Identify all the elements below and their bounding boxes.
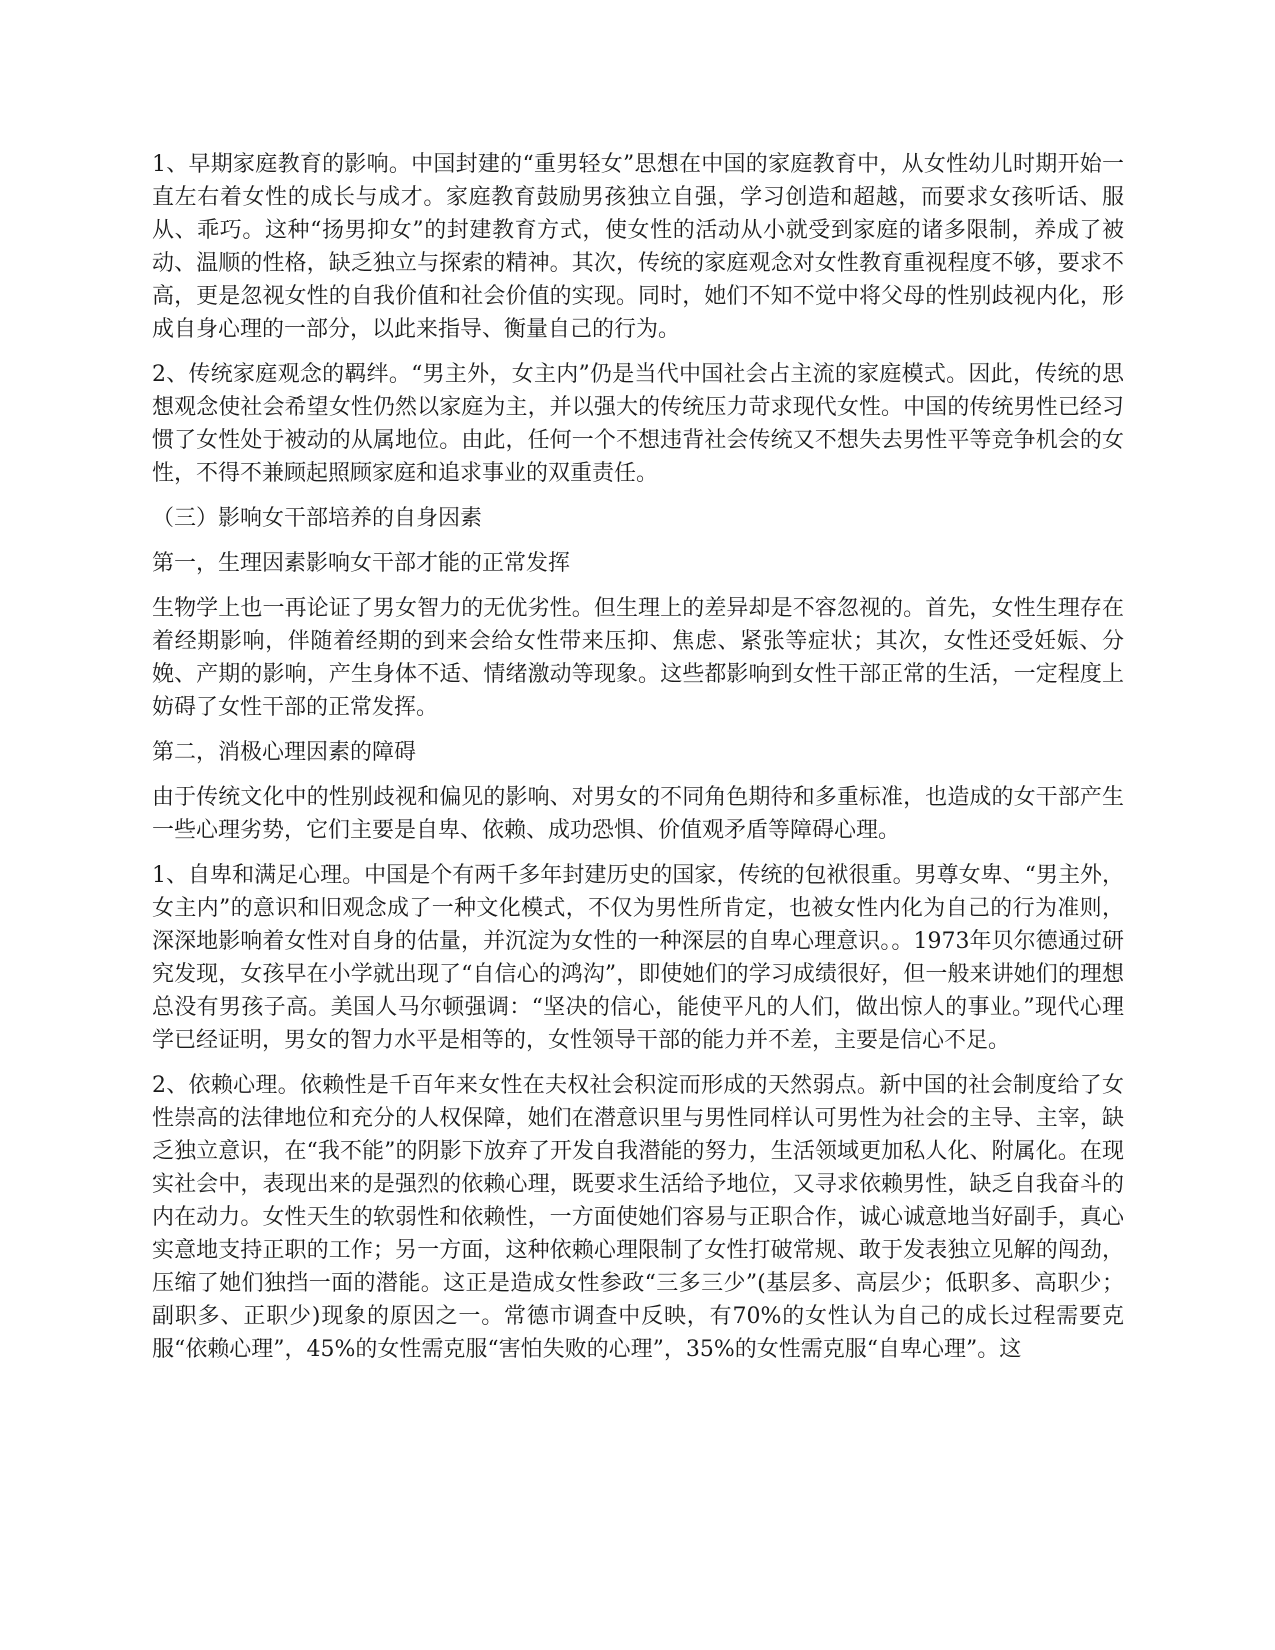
section-heading-personal-factors: （三）影响女干部培养的自身因素 — [152, 506, 483, 531]
subheading-physiological-factors: 第一，生理因素影响女干部才能的正常发挥 — [152, 551, 571, 576]
paragraph-early-family-education: 1、早期家庭教育的影响。中国封建的“重男轻女”思想在中国的家庭教育中，从女性幼儿时期开始一直左右着女性的成长与成才。家庭教育鼓励男孩独立自强，学习创造和超越，而要求女孩听话、服从、乖巧。这种“扬男抑女”的封建教育方式，使女性的活动从小就受到家庭的诸多限制，养成了被动、温顺的性格，缺乏独立与探索的精神。其次，传统的家庭观念对女性教育重视程度不够，要求不高，更是忽视女性的自我价值和社会价值的实现。同时，她们不知不觉中将父母的性别歧视内化，形成自身心理的一部分，以此来指导、衡量自己的行为。 — [152, 152, 1124, 342]
document-body — [152, 148, 1124, 1378]
subheading-negative-psychology: 第二，消极心理因素的障碍 — [152, 740, 417, 765]
paragraph-dependence-psychology: 2、依赖心理。依赖性是千百年来女性在夫权社会积淀而形成的天然弱点。新中国的社会制度给了女性崇高的法律地位和充分的人权保障，她们在潜意识里与男性同样认可男性为社会的主导、主宰，缺乏独立意识，在“我不能”的阴影下放弃了开发自我潜能的努力，生活领域更加私人化、附属化。在现实社会中，表现出来的是强烈的依赖心理，既要求生活给予地位，又寻求依赖男性，缺乏自我奋斗的内在动力。女性天生的软弱性和依赖性，一方面使她们容易与正职合作，诚心诚意地当好副手，真心实意地支持正职的工作；另一方面，这种依赖心理限制了女性打破常规、敢于发表独立见解的闯劲，压缩了她们独挡一面的潜能。这正是造成女性参政“三多三少”(基层多、高层少；低职多、高职少；副职多、正职少)现象的原因之一。常德市调查中反映，有70%的女性认为自己的成长过程需要克服“依赖心理”，45%的女性需克服“害怕失败的心理”，35%的女性需克服“自卑心理”。这 — [152, 1073, 1124, 1362]
paragraph-inferiority-complex: 1、自卑和满足心理。中国是个有两千多年封建历史的国家，传统的包袱很重。男尊女卑、“男主外，女主内”的意识和旧观念成了一种文化模式，不仅为男性所肯定，也被女性内化为自己的行为准则，深深地影响着女性对自身的估量，并沉淀为女性的一种深层的自卑心理意识。。1973年贝尔德通过研究发现，女孩早在小学就出现了“自信心的鸿沟”，即使她们的学习成绩很好，但一般来讲她们的理想总没有男孩子高。美国人马尔顿强调：“坚决的信心，能使平凡的人们，做出惊人的事业。”现代心理学已经证明，男女的智力水平是相等的，女性领导干部的能力并不差，主要是信心不足。 — [152, 863, 1124, 1053]
paragraph-psychological-disadvantages: 由于传统文化中的性别歧视和偏见的影响、对男女的不同角色期待和多重标准，也造成的女干部产生一些心理劣势，它们主要是自卑、依赖、成功恐惧、价值观矛盾等障碍心理。 — [152, 785, 1124, 843]
paragraph-physiological-differences: 生物学上也一再论证了男女智力的无优劣性。但生理上的差异却是不容忽视的。首先，女性生理存在着经期影响，伴随着经期的到来会给女性带来压抑、焦虑、紧张等症状；其次，女性还受妊娠、分娩、产期的影响，产生身体不适、情绪激动等现象。这些都影响到女性干部正常的生活，一定程度上妨碍了女性干部的正常发挥。 — [152, 596, 1124, 720]
paragraph-traditional-family-values: 2、传统家庭观念的羁绊。“男主外，女主内”仍是当代中国社会占主流的家庭模式。因此，传统的思想观念使社会希望女性仍然以家庭为主，并以强大的传统压力苛求现代女性。中国的传统男性已经习惯了女性处于被动的从属地位。由此，任何一个不想违背社会传统又不想失去男性平等竞争机会的女性，不得不兼顾起照顾家庭和追求事业的双重责任。 — [152, 362, 1124, 486]
